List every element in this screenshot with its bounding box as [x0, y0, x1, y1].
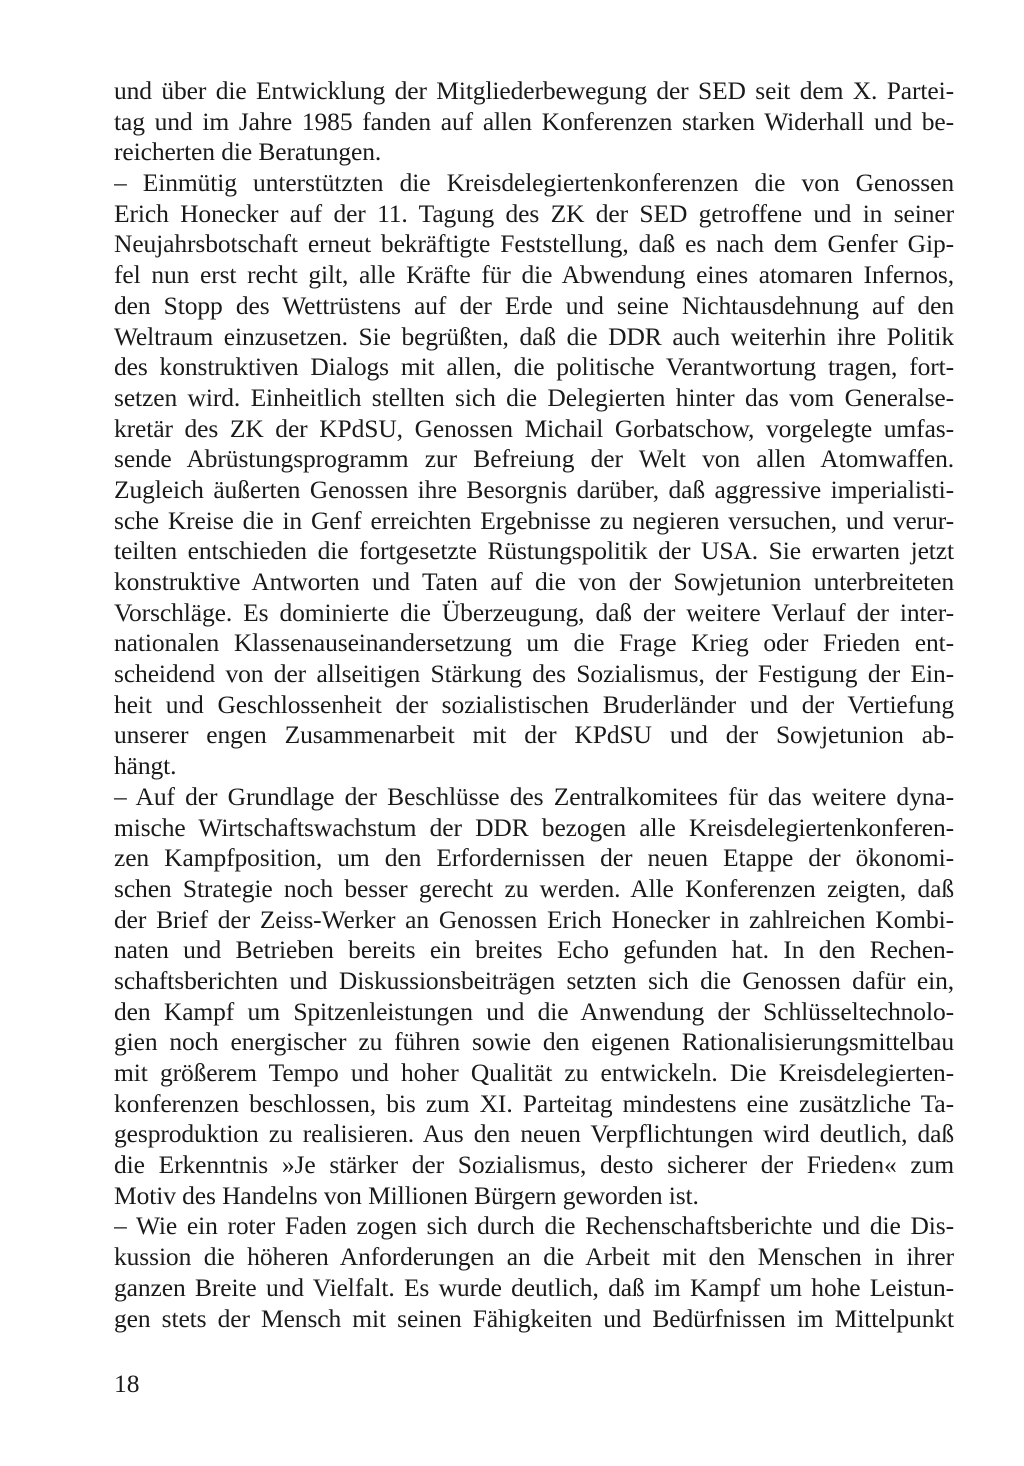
text-line: den Stopp des Wettrüstens auf der Erde und seine Nichtausdehnung auf den: [114, 290, 954, 320]
text-line: sende Abrüstungsprogramm zur Befreiung der Welt von allen Atomwaffen.: [114, 444, 954, 474]
text-line: setzen wird. Einheitlich stellten sich die Delegierten hinter das vom Generalse-: [114, 382, 954, 412]
text-line: – Wie ein roter Faden zogen sich durch die Rechenschaftsberichte und die Dis-: [114, 1211, 954, 1241]
text-line: Weltraum einzusetzen. Sie begrüßten, daß die DDR auch weiterhin ihre Politik: [114, 321, 954, 351]
text-line: fel nun erst recht gilt, alle Kräfte für die Abwendung eines atomaren Infernos,: [114, 260, 954, 290]
text-line: den Kampf um Spitzenleistungen und die Anwendung der Schlüsseltechnolo-: [114, 996, 954, 1026]
text-line: Vorschläge. Es dominierte die Überzeugung, daß der weitere Verlauf der inter-: [114, 597, 954, 627]
text-line: zen Kampfposition, um den Erfordernissen der neuen Etappe der ökonomi-: [114, 843, 954, 873]
text-line: ganzen Breite und Vielfalt. Es wurde deutlich, daß im Kampf um hohe Leistun-: [114, 1272, 954, 1302]
text-line: unserer engen Zusammenarbeit mit der KPdSU und der Sowjetunion ab-: [114, 720, 954, 750]
text-line: schen Strategie noch besser gerecht zu werden. Alle Konferenzen zeigten, daß: [114, 873, 954, 903]
text-line: konstruktive Antworten und Taten auf die von der Sowjetunion unterbreiteten: [114, 567, 954, 596]
text-line: teilten entschieden die fortgesetzte Rüstungspolitik der USA. Sie erwarten jetzt: [114, 536, 954, 566]
paragraph: [114, 1211, 954, 1334]
text-line: hängt.: [114, 751, 177, 781]
text-line: Zugleich äußerten Genossen ihre Besorgnis darüber, daß aggressive imperialisti-: [114, 474, 954, 504]
text-line: gen stets der Mensch mit seinen Fähigkeiten und Bedürfnissen im Mittelpunkt: [114, 1303, 954, 1333]
paragraph: [114, 168, 954, 782]
text-line: der Brief der Zeiss-Werker an Genossen Erich Honecker in zahlreichen Kombi-: [114, 904, 954, 934]
text-line: naten und Betrieben bereits ein breites Echo gefunden hat. In den Rechen-: [114, 935, 954, 965]
text-line: scheidend von der allseitigen Stärkung des Sozialismus, der Festigung der Ein-: [114, 659, 954, 689]
text-line: Erich Honecker auf der 11. Tagung des ZK der SED getroffene und in seiner: [114, 198, 954, 228]
body-text: [114, 76, 954, 1334]
text-line: die Erkenntnis »Je stärker der Sozialismus, desto sicherer der Frieden« zum: [114, 1150, 954, 1180]
text-line: des konstruktiven Dialogs mit allen, die politische Verantwortung tragen, fort-: [114, 352, 954, 382]
text-line: – Auf der Grundlage der Beschlüsse des Zentralkomitees für das weitere dyna-: [114, 781, 954, 811]
text-line: und über die Entwicklung der Mitgliederbewegung der SED seit dem X. Partei-: [114, 76, 954, 105]
text-line: kretär des ZK der KPdSU, Genossen Michail Gorbatschow, vorgelegte umfas-: [114, 413, 954, 443]
text-line: mit größerem Tempo und hoher Qualität zu entwickeln. Die Kreisdelegierten-: [114, 1058, 954, 1087]
page-number: 18: [114, 1369, 140, 1398]
text-line: gien noch energischer zu führen sowie den eigenen Rationalisierungsmittelbau: [114, 1027, 954, 1057]
paragraph: [114, 76, 954, 168]
text-line: heit und Geschlossenheit der sozialistischen Bruderländer und der Vertiefung: [114, 689, 954, 719]
text-line: nationalen Klassenauseinandersetzung um die Frage Krieg oder Frieden ent-: [114, 628, 954, 658]
text-line: Neujahrsbotschaft erneut bekräftigte Feststellung, daß es nach dem Genfer Gip-: [114, 229, 954, 259]
text-line: mische Wirtschaftswachstum der DDR bezogen alle Kreisdelegiertenkonferen-: [114, 812, 954, 842]
text-line: schaftsberichten und Diskussionsbeiträgen setzten sich die Genossen dafür ein,: [114, 965, 954, 995]
text-line: Motiv des Handelns von Millionen Bürgern geworden ist.: [114, 1180, 699, 1210]
paragraph: [114, 782, 954, 1212]
text-line: gesproduktion zu realisieren. Aus den neuen Verpflichtungen wird deutlich, daß: [114, 1119, 954, 1149]
text-line: reicherten die Beratungen.: [114, 137, 382, 167]
text-line: tag und im Jahre 1985 fanden auf allen Konferenzen starken Widerhall und be-: [114, 106, 954, 136]
text-line: sche Kreise die in Genf erreichten Ergebnisse zu negieren versuchen, und verur-: [114, 505, 954, 535]
text-line: konferenzen beschlossen, bis zum XI. Parteitag mindestens eine zusätzliche Ta-: [114, 1088, 954, 1118]
text-line: kussion die höheren Anforderungen an die Arbeit mit den Menschen in ihrer: [114, 1242, 954, 1272]
text-line: – Einmütig unterstützten die Kreisdelegiertenkonferenzen die von Genossen: [114, 168, 954, 198]
